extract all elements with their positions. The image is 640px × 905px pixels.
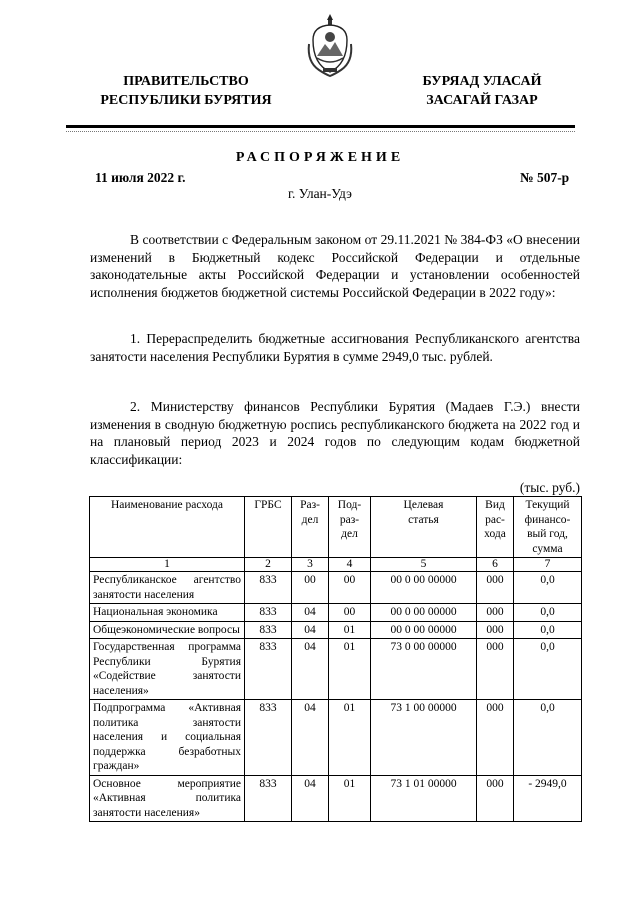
subsection-cell: 01	[329, 621, 371, 639]
table-row	[90, 639, 582, 700]
document-number: № 507-р	[520, 170, 570, 185]
clause-1-paragraph: 1. Перераспределить бюджетные ассигнования Республиканского агентства занятости населения Республики Бурятия в сумме 2949,0 тыс. рублей.	[90, 331, 580, 364]
header-amount: Текущий финансо- вый год, сумма	[514, 497, 582, 558]
column-number: 6	[477, 558, 514, 572]
header-subsection: Под- раз- дел	[329, 497, 371, 558]
subsection-cell: 00	[329, 572, 371, 604]
table-row	[90, 775, 582, 822]
grbs-cell: 833	[245, 700, 292, 776]
grbs-cell: 833	[245, 572, 292, 604]
table-column-numbers-row	[90, 558, 582, 572]
section-cell: 04	[292, 604, 329, 622]
coat-of-arms-icon	[305, 12, 355, 78]
table-header-row	[90, 497, 582, 558]
target-article-cell: 00 0 00 00000	[371, 621, 477, 639]
expense-type-cell: 000	[477, 775, 514, 822]
section-cell: 04	[292, 621, 329, 639]
table-row	[90, 604, 582, 622]
budget-table	[89, 496, 582, 822]
clause-2-paragraph: 2. Министерству финансов Республики Бурятия (Мадаев Г.Э.) внести изменения в сводную бюджетную роспись республиканского бюджета на 2022 год и на плановый период 2023 и 2024 годов по следующим кодам бюджетной классификации:	[90, 399, 580, 467]
expense-name-cell: Основное мероприятие «Активная политика занятости населения»	[90, 775, 245, 822]
section-cell: 04	[292, 775, 329, 822]
column-number: 5	[371, 558, 477, 572]
section-cell: 04	[292, 639, 329, 700]
header-divider	[66, 125, 575, 128]
expense-name-cell: Государственная программа Республики Бурятия «Содействие занятости населения»	[90, 639, 245, 700]
expense-type-cell: 000	[477, 572, 514, 604]
header-divider-dotted	[66, 131, 575, 132]
target-article-cell: 73 1 00 00000	[371, 700, 477, 776]
amount-cell: 0,0	[514, 621, 582, 639]
expense-type-cell: 000	[477, 604, 514, 622]
expense-name-cell: Национальная экономика	[90, 604, 245, 622]
table-row	[90, 700, 582, 776]
grbs-cell: 833	[245, 639, 292, 700]
target-article-cell: 73 1 01 00000	[371, 775, 477, 822]
table-units: (тыс. руб.)	[519, 480, 580, 495]
header-target-article: Целевая статья	[371, 497, 477, 558]
expense-type-cell: 000	[477, 621, 514, 639]
header-expense-name: Наименование расхода	[90, 497, 245, 558]
amount-cell: 0,0	[514, 700, 582, 776]
grbs-cell: 833	[245, 604, 292, 622]
target-article-cell: 73 0 00 00000	[371, 639, 477, 700]
column-number: 4	[329, 558, 371, 572]
subsection-cell: 01	[329, 775, 371, 822]
header-grbs: ГРБС	[245, 497, 292, 558]
section-cell: 00	[292, 572, 329, 604]
target-article-cell: 00 0 00 00000	[371, 572, 477, 604]
grbs-cell: 833	[245, 621, 292, 639]
expense-name-cell: Подпрограмма «Активная политика занятости населения и социальная поддержка безработных граждан»	[90, 700, 245, 776]
subsection-cell: 01	[329, 700, 371, 776]
amount-cell: 0,0	[514, 604, 582, 622]
expense-name-cell: Республиканское агентство занятости населения	[90, 572, 245, 604]
section-cell: 04	[292, 700, 329, 776]
subsection-cell: 00	[329, 604, 371, 622]
table-row	[90, 572, 582, 604]
amount-cell: 0,0	[514, 572, 582, 604]
header-section: Раз- дел	[292, 497, 329, 558]
document-date: 11 июля 2022 г.	[95, 170, 186, 185]
document-city: г. Улан-Удэ	[288, 186, 352, 201]
table-row	[90, 621, 582, 639]
expense-name-cell: Общеэкономические вопросы	[90, 621, 245, 639]
preamble-paragraph: В соответствии с Федеральным законом от 29.11.2021 № 384-ФЗ «О внесении изменений в Бюджетный кодекс Российской Федерации и отдельные законодательные акты Российской Федерации и установлении особенностей исполнения бюджетов бюджетной системы Российской Федерации в 2022 году»:	[90, 232, 580, 300]
expense-type-cell: 000	[477, 700, 514, 776]
amount-cell: 0,0	[514, 639, 582, 700]
grbs-cell: 833	[245, 775, 292, 822]
column-number: 7	[514, 558, 582, 572]
document-title: РАСПОРЯЖЕНИЕ	[235, 150, 405, 165]
amount-cell: - 2949,0	[514, 775, 582, 822]
header-expense-type: Вид рас- хода	[477, 497, 514, 558]
target-article-cell: 00 0 00 00000	[371, 604, 477, 622]
government-name-russian: ПРАВИТЕЛЬСТВО РЕСПУБЛИКИ БУРЯТИЯ	[100, 74, 272, 108]
column-number: 1	[90, 558, 245, 572]
subsection-cell: 01	[329, 639, 371, 700]
expense-type-cell: 000	[477, 639, 514, 700]
column-number: 2	[245, 558, 292, 572]
government-name-buryat: БУРЯАД УЛАСАЙ ЗАСАГАЙ ГАЗАР	[422, 74, 542, 108]
column-number: 3	[292, 558, 329, 572]
